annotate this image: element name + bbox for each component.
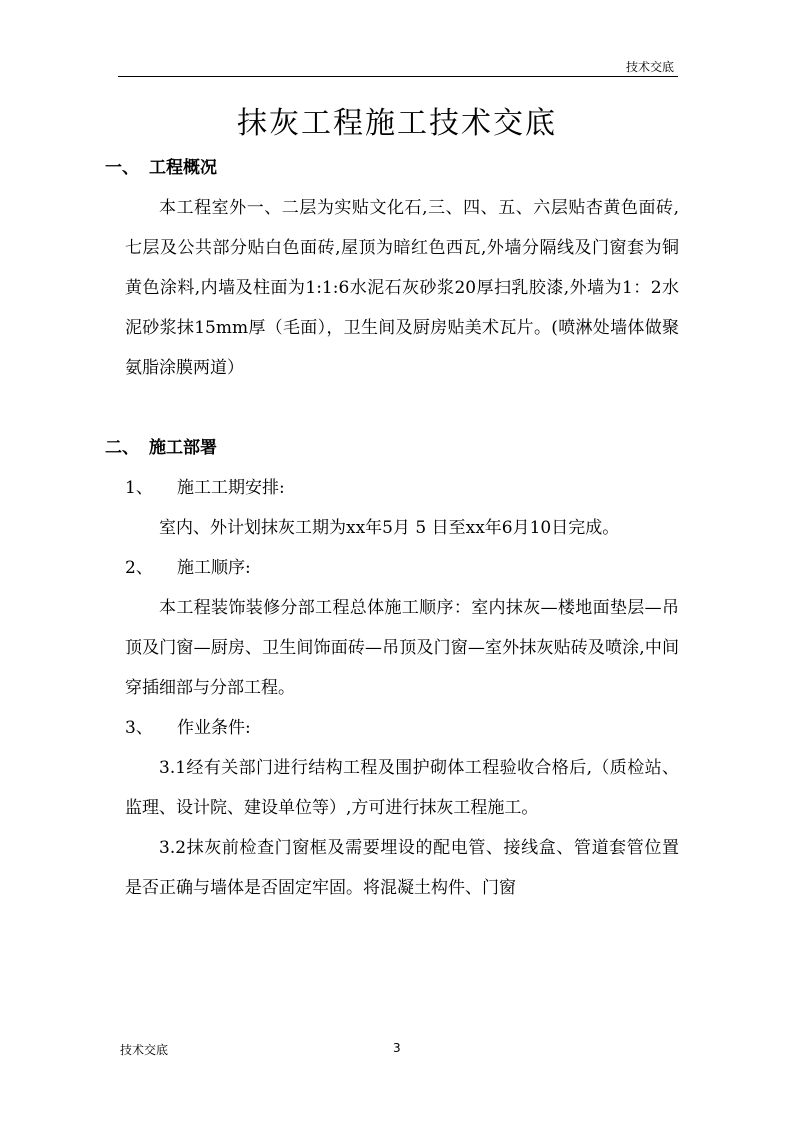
- paragraph: 室内、外计划抹灰工期为xx年5月 5 日至xx年6月10日完成。: [159, 518, 620, 538]
- subsection-heading: [105, 708, 679, 748]
- spacer: [105, 388, 679, 428]
- subsection-number: 1、: [125, 478, 153, 498]
- subsection-number: 3、: [125, 718, 153, 738]
- section-heading-2: [105, 428, 679, 468]
- paragraph: 3.2抹灰前检查门窗框及需要埋设的配电管、接线盒、管道套管位置是否正确与墙体是否固定牢固。将混凝土构件、门窗: [125, 838, 679, 898]
- section-number: 一、: [105, 158, 139, 178]
- subsection-heading: [105, 548, 679, 588]
- header-rule: [118, 76, 678, 77]
- page-footer-text: 技术交底: [120, 1043, 169, 1057]
- subsection-title: 施工工期安排:: [177, 478, 285, 498]
- subsection-heading: [105, 468, 679, 508]
- section-title: 工程概况: [149, 158, 217, 178]
- section-title: 施工部署: [149, 438, 217, 458]
- section-heading-1: [105, 148, 679, 188]
- document-body: [105, 148, 679, 908]
- paragraph: 本工程装饰装修分部工程总体施工顺序：室内抹灰—楼地面垫层—吊顶及门窗—厨房、卫生间饰面砖—吊顶及门窗—室外抹灰贴砖及喷涂,中间穿插细部与分部工程。: [125, 598, 679, 698]
- page-number: 3: [393, 1041, 401, 1055]
- section-number: 二、: [105, 438, 139, 458]
- page-header-text: 技术交底: [625, 60, 674, 74]
- paragraph: 3.1经有关部门进行结构工程及围护砌体工程验收合格后,（质检站、监理、设计院、建设单位等）,方可进行抹灰工程施工。: [125, 758, 679, 818]
- subsection-title: 施工顺序:: [177, 558, 251, 578]
- subsection-title: 作业条件:: [177, 718, 251, 738]
- subsection-number: 2、: [125, 558, 153, 578]
- document-title: 抹灰工程施工技术交底: [237, 106, 557, 141]
- paragraph: 本工程室外一、二层为实贴文化石,三、四、五、六层贴杏黄色面砖,七层及公共部分贴白色面砖,屋顶为暗红色西瓦,外墙分隔线及门窗套为铜黄色涂料,内墙及柱面为1:1:6水泥石灰砂浆20厚扫乳胶漆,外墙为1：2水泥砂浆抹15mm厚（毛面），卫生间及厨房贴美术瓦片。(喷淋处墙体做聚氨脂涂膜两道）: [125, 198, 679, 378]
